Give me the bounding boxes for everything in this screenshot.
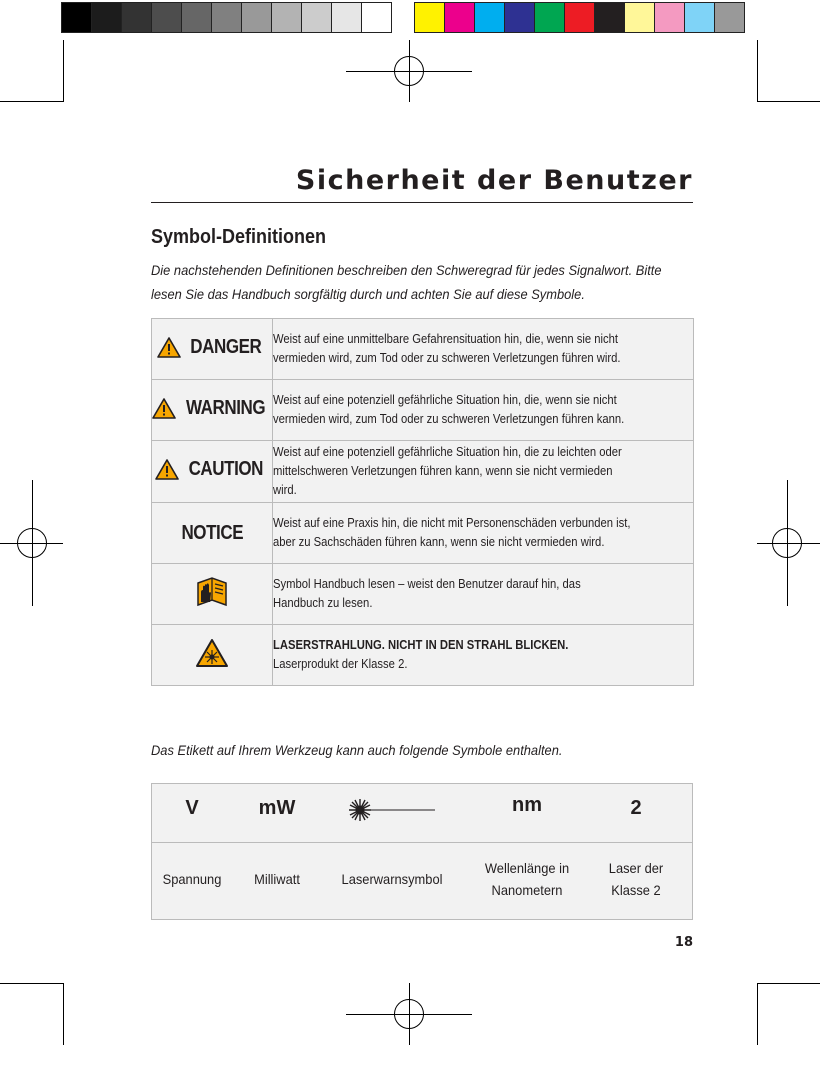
label-intro: Das Etikett auf Ihrem Werkzeug kann auch folgende Symbole enthalten. xyxy=(151,742,563,758)
table-row xyxy=(152,625,694,686)
color-swatch xyxy=(594,2,625,33)
color-swatch xyxy=(534,2,565,33)
definition-text: Symbol Handbuch lesen – weist den Benutzer darauf hin, das Handbuch zu lesen. xyxy=(273,577,581,610)
table-divider xyxy=(152,842,692,843)
color-swatch xyxy=(654,2,685,33)
color-swatch xyxy=(564,2,595,33)
gray-swatch xyxy=(331,2,362,33)
color-swatch xyxy=(714,2,745,33)
color-swatch xyxy=(684,2,715,33)
read-manual-icon xyxy=(195,575,229,609)
laser-beam-icon xyxy=(347,796,437,824)
color-swatch xyxy=(504,2,535,33)
color-swatch xyxy=(444,2,475,33)
warning-triangle-icon xyxy=(157,337,181,358)
section-intro: Die nachstehenden Definitionen beschreiben den Schweregrad für jedes Signalwort. Bitte lesen Sie das Handbuch sorgfältig durch und achten Sie auf diese Symbole. xyxy=(151,262,662,302)
danger-signal-word: DANGER xyxy=(157,336,268,359)
gray-swatch xyxy=(61,2,92,33)
caution-signal-word: CAUTION xyxy=(155,458,270,481)
definition-text: Weist auf eine unmittelbare Gefahrensituation hin, die, wenn sie nicht vermieden wird, zum Tod oder zu schweren Verletzungen führen wird. xyxy=(273,332,621,365)
nanometer-symbol: nm xyxy=(512,794,542,816)
table-row xyxy=(152,503,694,564)
laser-class-label: Laser der Klasse 2 xyxy=(608,860,664,898)
milliwatt-symbol: mW xyxy=(258,797,296,819)
wavelength-label: Wellenlänge in Nanometern xyxy=(484,860,570,898)
page-number: 18 xyxy=(674,935,693,950)
label-symbols-table xyxy=(151,783,693,920)
gray-swatch xyxy=(271,2,302,33)
color-calibration-bar xyxy=(415,2,745,33)
table-row xyxy=(152,564,694,625)
definition-text: Weist auf eine Praxis hin, die nicht mit Personenschäden verbunden ist, aber zu Sachschäden führen kann, wenn sie nicht vermieden wird. xyxy=(273,516,631,549)
section-title: Symbol-Definitionen xyxy=(151,226,327,248)
definition-text: Weist auf eine potenziell gefährliche Situation hin, die, wenn sie nicht vermieden wird, zum Tod oder zu schweren Verletzungen führen kann. xyxy=(273,393,625,426)
gray-swatch xyxy=(181,2,212,33)
definition-text: LASERSTRAHLUNG. NICHT IN DEN STRAHL BLICKEN. Laserprodukt der Klasse 2. xyxy=(273,638,569,671)
gray-swatch xyxy=(301,2,332,33)
title-divider xyxy=(151,202,693,203)
color-swatch xyxy=(414,2,445,33)
table-row xyxy=(152,319,694,380)
gray-swatch xyxy=(241,2,272,33)
page-title: Sicherheit der Benutzer xyxy=(295,165,693,196)
class-2-symbol: 2 xyxy=(630,797,642,819)
laser-warning-bold: LASERSTRAHLUNG. NICHT IN DEN STRAHL BLICKEN. xyxy=(273,638,569,652)
gray-swatch xyxy=(91,2,122,33)
gray-swatch xyxy=(361,2,392,33)
laser-symbol-label: Laserwarnsymbol xyxy=(341,871,443,887)
voltage-label: Spannung xyxy=(162,871,222,887)
gray-swatch xyxy=(121,2,152,33)
gray-swatch xyxy=(211,2,242,33)
warning-triangle-icon xyxy=(152,398,176,419)
milliwatt-label: Milliwatt xyxy=(254,871,300,887)
laser-warning-icon xyxy=(195,638,229,668)
notice-signal-word: NOTICE xyxy=(181,521,243,544)
symbol-definitions-table xyxy=(151,318,694,686)
warning-signal-word: WARNING xyxy=(152,397,272,420)
grayscale-calibration-bar xyxy=(62,2,392,33)
voltage-symbol: V xyxy=(185,797,199,819)
color-swatch xyxy=(474,2,505,33)
definition-text: Weist auf eine potenziell gefährliche Situation hin, die zu leichten oder mittelschweren Verletzungen führen kann, wenn sie nicht vermieden wird. xyxy=(273,445,622,497)
table-row xyxy=(152,380,694,441)
gray-swatch xyxy=(151,2,182,33)
table-row xyxy=(152,441,694,503)
color-swatch xyxy=(624,2,655,33)
warning-triangle-icon xyxy=(155,459,179,480)
